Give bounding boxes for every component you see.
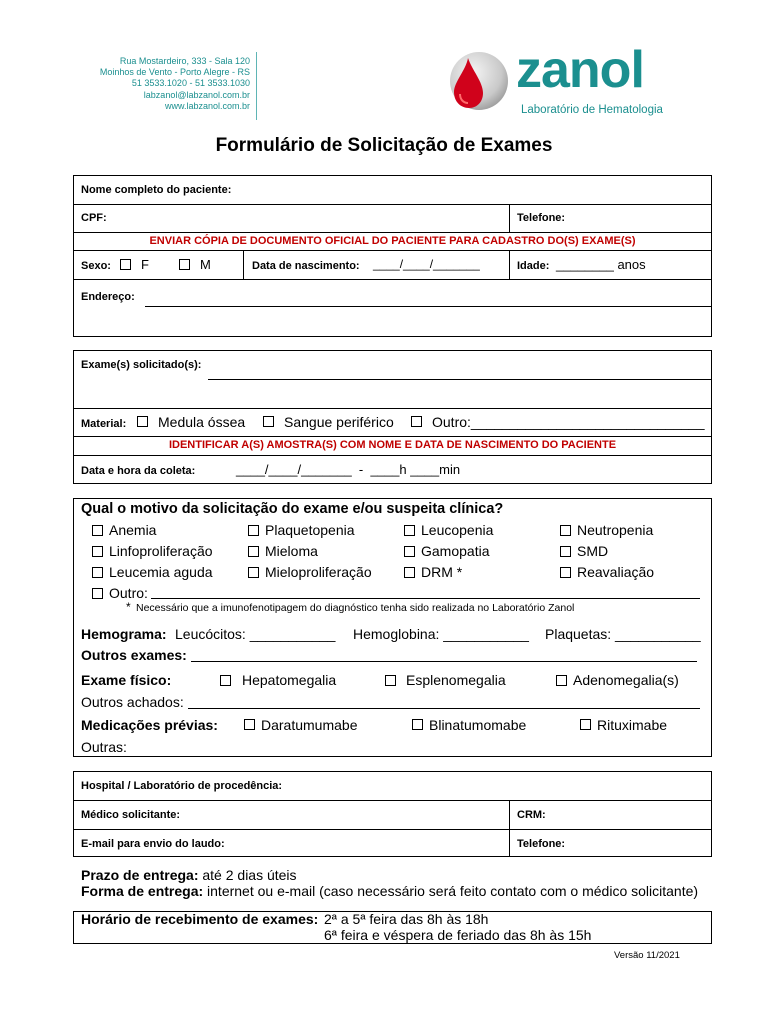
- hours-line-2: 6ª feira e véspera de feriado das 8h às 15h: [324, 927, 592, 943]
- clinical-option: Plaquetopenia: [265, 522, 355, 538]
- sex-label: Sexo:: [81, 260, 111, 272]
- footnote-mark: *: [126, 600, 131, 614]
- hospital-label: Hospital / Laboratório de procedência:: [81, 780, 283, 792]
- delivery-deadline: [81, 867, 297, 883]
- leucemia-aguda-checkbox[interactable]: [92, 567, 103, 578]
- hemoglobina-field[interactable]: Hemoglobina: ___________: [353, 626, 529, 642]
- sex-f-checkbox[interactable]: [120, 259, 131, 270]
- divider: [509, 800, 510, 857]
- brand-subtitle: Laboratório de Hematologia: [521, 104, 663, 116]
- divider: [73, 204, 712, 205]
- divider: [73, 800, 712, 801]
- drm-checkbox[interactable]: [404, 567, 415, 578]
- clinical-option: Neutropenia: [577, 522, 654, 538]
- address-line: Moinhos de Vento - Porto Alegre - RS: [99, 67, 250, 78]
- physical-option: Hepatomegalia: [242, 672, 337, 688]
- lab-address-block: [60, 56, 250, 112]
- sex-m-checkbox[interactable]: [179, 259, 190, 270]
- anemia-checkbox[interactable]: [92, 525, 103, 536]
- material-other-checkbox[interactable]: [411, 416, 422, 427]
- hepatomegalia-checkbox[interactable]: [220, 675, 231, 686]
- physical-option: Esplenomegalia: [406, 672, 506, 688]
- adenomegalia-checkbox[interactable]: [556, 675, 567, 686]
- phone-label: Telefone:: [517, 212, 566, 224]
- other-meds-label: Outras:: [81, 739, 127, 755]
- birth-date-field[interactable]: ____/____/_______: [373, 257, 480, 271]
- clinical-option: Mieloma: [265, 543, 318, 559]
- clinical-option: DRM *: [421, 564, 463, 580]
- doctor-phone-label: Telefone:: [517, 838, 566, 850]
- gamopatia-checkbox[interactable]: [404, 546, 415, 557]
- physical-exam-label: Exame físico:: [81, 672, 172, 688]
- method-value: internet ou e-mail (caso necessário será feito contato com o médico solicitante): [207, 883, 699, 899]
- clinical-question: Qual o motivo da solicitação do exame e/ou suspeita clínica?: [81, 501, 504, 517]
- other-findings-label: Outros achados:: [81, 694, 184, 710]
- address-line: www.labzanol.com.br: [164, 100, 250, 111]
- clinical-option: Gamopatia: [421, 543, 490, 559]
- divider: [509, 204, 510, 232]
- address-line: 51 3533.1020 - 51 3533.1030: [131, 78, 250, 89]
- page-title: Formulário de Solicitação de Exames: [215, 135, 553, 156]
- leucopenia-checkbox[interactable]: [404, 525, 415, 536]
- daratumumabe-checkbox[interactable]: [244, 719, 255, 730]
- hours-label: Horário de recebimento de exames:: [81, 911, 319, 927]
- meds-option: Daratumumabe: [261, 717, 358, 733]
- mieloproliferacao-checkbox[interactable]: [248, 567, 259, 578]
- clinical-option: SMD: [577, 543, 609, 559]
- version-label: Versão 11/2021: [614, 950, 680, 961]
- email-label: E-mail para envio do laudo:: [81, 838, 225, 850]
- divider: [73, 829, 712, 830]
- birth-date-label: Data de nascimento:: [252, 260, 360, 272]
- material-option: Outro:______________________________: [432, 414, 705, 430]
- collection-label: Data e hora da coleta:: [81, 465, 196, 477]
- doctor-label: Médico solicitante:: [81, 809, 181, 821]
- clinical-option: Linfoproliferação: [109, 543, 213, 559]
- deadline-label: Prazo de entrega:: [81, 867, 199, 883]
- material-label: Material:: [81, 418, 127, 430]
- divider: [509, 250, 510, 279]
- hemogram-label: Hemograma:: [81, 626, 167, 642]
- clinical-option: Reavaliação: [577, 564, 655, 580]
- divider: [73, 455, 712, 456]
- age-label: Idade:: [517, 260, 550, 272]
- material-marrow-checkbox[interactable]: [137, 416, 148, 427]
- divider: [73, 408, 712, 409]
- material-option: Sangue periférico: [284, 414, 394, 430]
- address-label: Endereço:: [81, 291, 135, 303]
- meds-option: Blinatumomabe: [429, 717, 527, 733]
- divider: [73, 436, 712, 437]
- address-field[interactable]: [145, 306, 712, 307]
- hours-line-1: 2ª a 5ª feira das 8h às 18h: [324, 911, 489, 927]
- document-notice: ENVIAR CÓPIA DE DOCUMENTO OFICIAL DO PACIENTE PARA CADASTRO DO(S) EXAME(S): [149, 235, 636, 247]
- patient-name-label: Nome completo do paciente:: [81, 184, 232, 196]
- neutropenia-checkbox[interactable]: [560, 525, 571, 536]
- deadline-value: até 2 dias úteis: [202, 867, 297, 883]
- cpf-label: CPF:: [81, 212, 107, 224]
- meds-option: Rituximabe: [597, 717, 668, 733]
- clinical-option: Leucopenia: [421, 522, 494, 538]
- collection-field[interactable]: ____/____/_______ - ____h ____min: [236, 462, 461, 477]
- physical-option: Adenomegalia(s): [573, 672, 679, 688]
- sample-notice: IDENTIFICAR A(S) AMOSTRA(S) COM NOME E DATA DE NASCIMENTO DO PACIENTE: [168, 439, 617, 451]
- clinical-other-label: Outro:: [109, 585, 148, 601]
- other-exams-field[interactable]: [191, 661, 697, 662]
- address-line: Rua Mostardeiro, 333 - Sala 120: [119, 56, 250, 66]
- clinical-option: Mieloproliferação: [265, 564, 372, 580]
- address-line: labzanol@labzanol.com.br: [143, 89, 250, 100]
- smd-checkbox[interactable]: [560, 546, 571, 557]
- footnote-text: Necessário que a imunofenotipagem do diagnóstico tenha sido realizada no Laboratório Zanol: [136, 602, 575, 614]
- plaquetas-field[interactable]: Plaquetas: ___________: [545, 626, 701, 642]
- blinatumomabe-checkbox[interactable]: [412, 719, 423, 730]
- delivery-method: [81, 883, 698, 899]
- linfoproliferacao-checkbox[interactable]: [92, 546, 103, 557]
- other-findings-field[interactable]: [188, 708, 700, 709]
- clinical-option: Leucemia aguda: [109, 564, 213, 580]
- requested-exams-field[interactable]: [208, 379, 712, 380]
- other-exams-label: Outros exames:: [81, 647, 187, 663]
- requested-exams-label: Exame(s) solicitado(s):: [81, 359, 202, 371]
- sex-f-label: F: [141, 257, 149, 272]
- header-divider: [256, 52, 257, 120]
- clinical-option: Anemia: [109, 522, 157, 538]
- reavaliacao-checkbox[interactable]: [560, 567, 571, 578]
- sex-m-label: M: [200, 257, 211, 272]
- divider: [73, 279, 712, 280]
- divider: [243, 250, 244, 279]
- age-field[interactable]: ________ anos: [556, 257, 646, 272]
- clinical-other-field[interactable]: [151, 598, 700, 599]
- method-label: Forma de entrega:: [81, 883, 204, 899]
- zanol-logo-icon: [448, 50, 510, 112]
- material-option: Medula óssea: [158, 414, 246, 430]
- rituximabe-checkbox[interactable]: [580, 719, 591, 730]
- leucocitos-field[interactable]: Leucócitos: ___________: [175, 626, 336, 642]
- crm-label: CRM:: [517, 809, 546, 821]
- brand-name: zanol: [516, 41, 644, 99]
- plaquetopenia-checkbox[interactable]: [248, 525, 259, 536]
- previous-meds-label: Medicações prévias:: [81, 717, 218, 733]
- material-blood-checkbox[interactable]: [263, 416, 274, 427]
- patient-section: [73, 175, 712, 337]
- divider: [73, 232, 712, 233]
- mieloma-checkbox[interactable]: [248, 546, 259, 557]
- clinical-other-checkbox[interactable]: [92, 588, 103, 599]
- divider: [73, 250, 712, 251]
- esplenomegalia-checkbox[interactable]: [385, 675, 396, 686]
